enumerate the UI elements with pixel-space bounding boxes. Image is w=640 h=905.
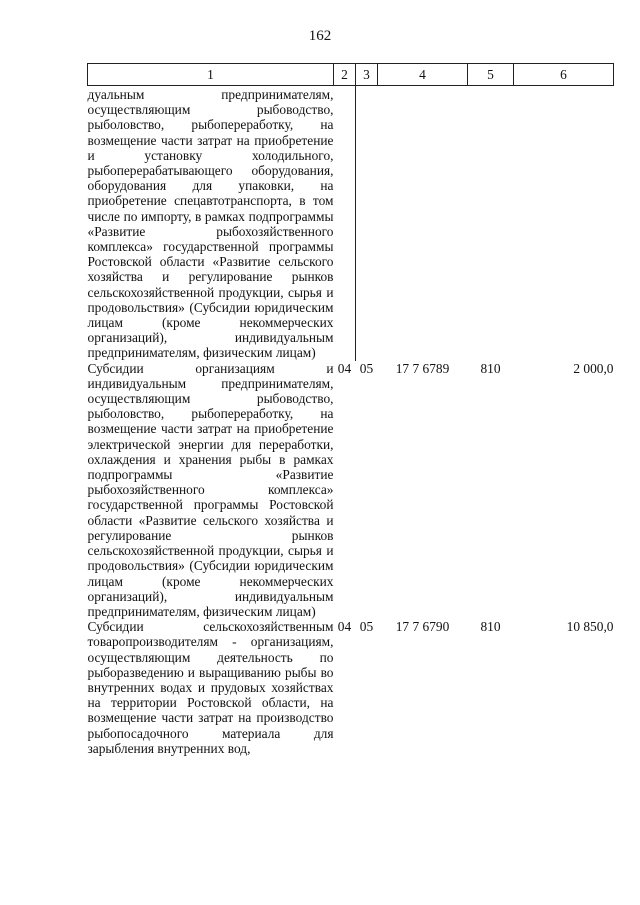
row-description: Субсидии сельскохозяйственным товаропроизводителям - организациям, осуществляющим деятельность по рыборазведению и выращиванию рыбы во внутренних водах и прудовых хозяйствах на территории Ростовской области, на возмещение части затрат на производство рыбопосадочного материала для зарыбления внутренних вод,	[87, 619, 334, 756]
row-section-code: 04	[337, 619, 352, 635]
row-target-code: 17 7 6789	[395, 360, 450, 376]
row-subsection-code	[356, 86, 378, 361]
column-header-2: 2	[334, 64, 356, 86]
row-description: Субсидии организациям и индивидуальным предпринимателям, осуществляющим рыбоводство, рыболовство, рыбопереработку, на возмещение части затрат на приобретение электрической энергии для переработки, охлаждения и хранения рыбы в рамках подпрограммы «Развитие рыбохозяйственного комплекса» государственной программы Ростовской области «Развитие сельского хозяйства и регулирование рынков сельскохозяйственной продукции, сырья и продовольствия» (Субсидии юридическим лицам (кроме некоммерческих организаций), индивидуальным предпринимателям, физическим лицам)	[87, 360, 334, 619]
row-target-code	[378, 86, 468, 361]
row-section-code: 04	[337, 360, 352, 376]
row-subsection-code: 05	[359, 619, 374, 635]
budget-table	[87, 63, 614, 756]
row-amount: 10 850,0	[566, 619, 614, 635]
row-expense-type: 810	[480, 619, 501, 635]
row-subsection-code: 05	[359, 360, 374, 376]
table-header-row	[88, 64, 614, 86]
table-row	[88, 86, 614, 361]
column-header-4: 4	[378, 64, 468, 86]
row-expense-type: 810	[480, 360, 501, 376]
table-row	[88, 361, 614, 619]
row-amount	[514, 86, 614, 361]
column-header-3: 3	[356, 64, 378, 86]
page-number: 162	[308, 28, 332, 44]
row-amount: 2 000,0	[573, 360, 614, 376]
table-row	[88, 619, 614, 756]
column-header-5: 5	[468, 64, 514, 86]
column-header-1: 1	[88, 64, 334, 86]
row-expense-type	[468, 86, 514, 361]
row-target-code: 17 7 6790	[395, 619, 450, 635]
row-description: дуальным предпринимателям, осуществляющим рыбоводство, рыболовство, рыбопереработку, на возмещение части затрат на приобретение и установку холодильного, рыбоперерабатывающего оборудования, оборудования для упаковки, на приобретение спецавтотранспорта, в том числе по импорту, в рамках подпрограммы «Развитие рыбохозяйственного комплекса» государственной программы Ростовской области «Развитие сельского хозяйства и регулирование рынков сельскохозяйственной продукции, сырья и продовольствия» (Субсидии юридическим лицам (кроме некоммерческих организаций), индивидуальным предпринимателям, физическим лицам)	[87, 87, 334, 361]
row-section-code	[334, 86, 356, 361]
column-header-6: 6	[514, 64, 614, 86]
